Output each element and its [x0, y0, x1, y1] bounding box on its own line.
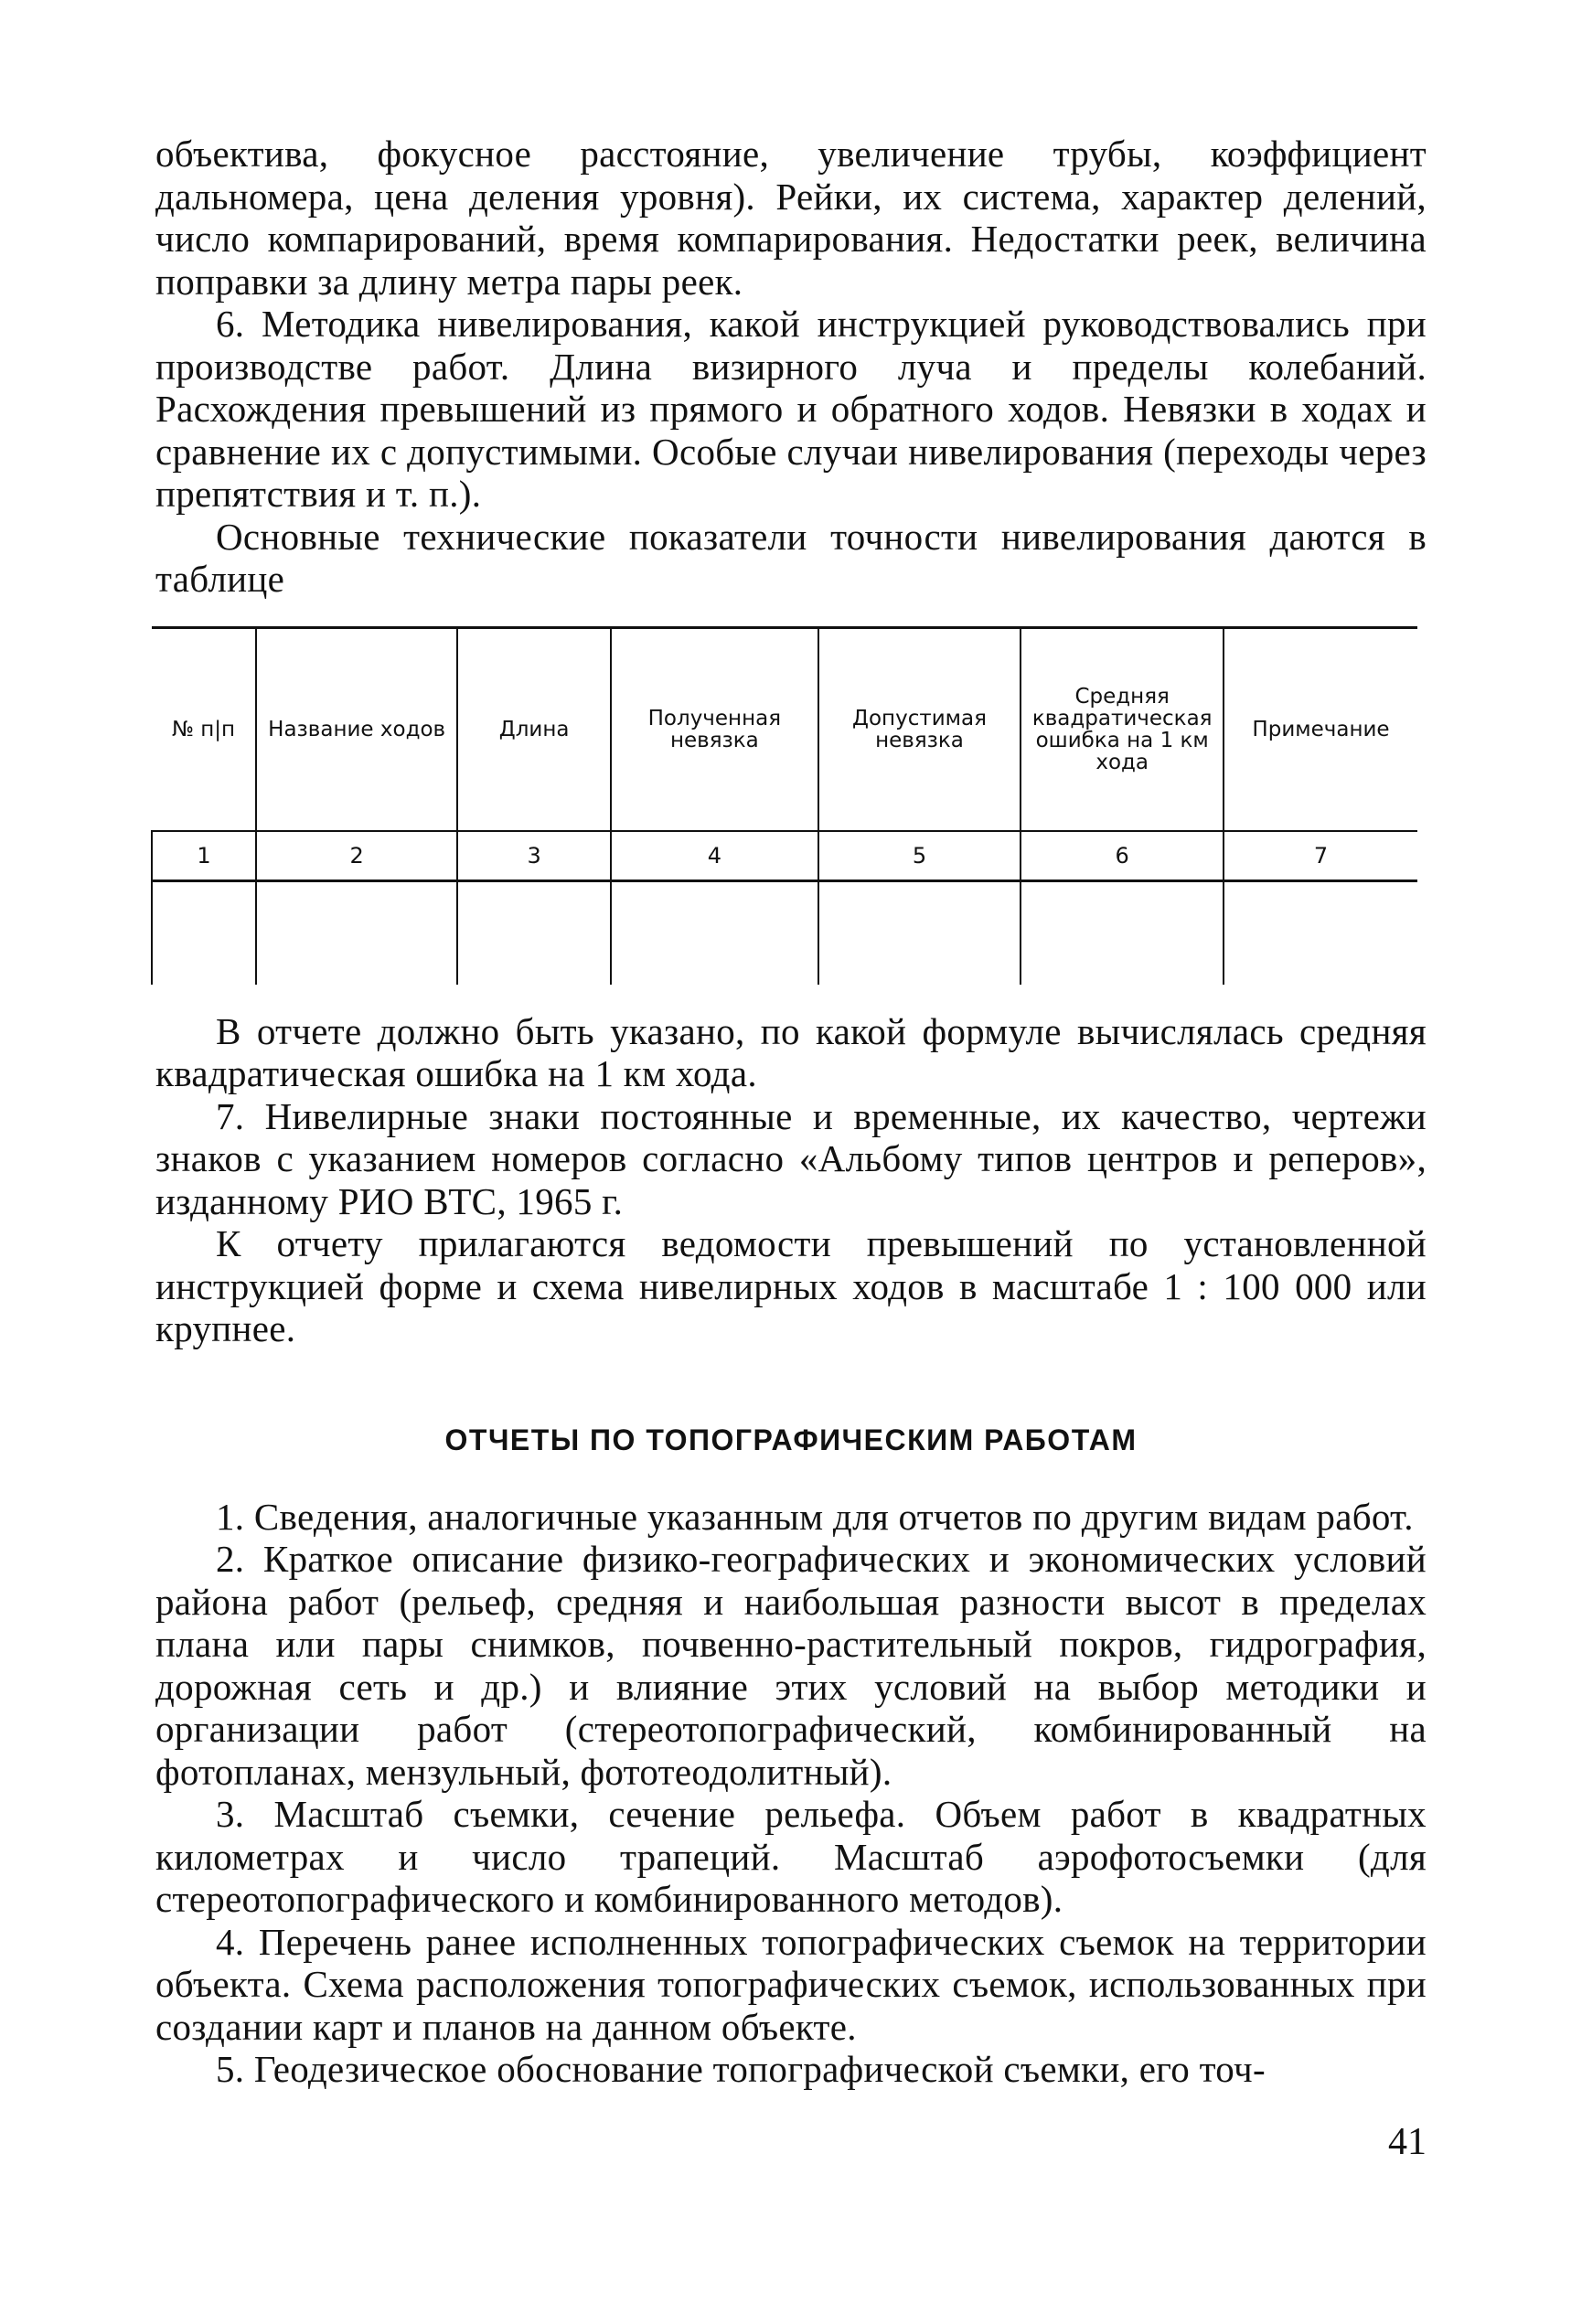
col-header-rms-error: Средняя квадратическая ошибка на 1 км хода	[1021, 627, 1224, 831]
paragraph-continuation: объектива, фокусное расстояние, увеличение трубы, коэффициент дальномера, цена деления уровня). Рейки, их система, характер делений, число компарирований, время компарирования. Недостатки реек, величина поправки за длину метра пары реек.	[155, 133, 1427, 303]
paragraph-topo-item-4: 4. Перечень ранее исполненных топографических съемок на территории объекта. Схема расположения топографических съемок, использованных при создании карт и планов на данном объекте.	[155, 1920, 1427, 2048]
paragraph-formula-note: В отчете должно быть указано, по какой формуле вычислялась средняя квадратическая ошибка на 1 км хода.	[155, 1009, 1427, 1094]
paragraph-topo-item-3: 3. Масштаб съемки, сечение рельефа. Объем работ в квадратных километрах и число трапеций. Масштаб аэрофотосъемки (для стереотопографического и комбинированного методов).	[155, 1793, 1427, 1920]
col-number-5: 5	[818, 831, 1021, 881]
paragraph-attachments: К отчету прилагаются ведомости превышений по установленной инструкцией форме и схема нивелирных ходов в масштабе 1 : 100 000 или крупнее.	[155, 1222, 1427, 1349]
table-cell	[611, 880, 818, 985]
page-number: 41	[1388, 2121, 1427, 2163]
col-number-6: 6	[1021, 831, 1224, 881]
col-header-note: Примечание	[1224, 627, 1417, 831]
table-header-row	[152, 627, 1417, 831]
col-number-1: 1	[152, 831, 256, 881]
paragraph-item-7: 7. Нивелирные знаки постоянные и временные, их качество, чертежи знаков с указанием номеров согласно «Альбому типов центров и реперов», изданному РИО ВТС, 1965 г.	[155, 1094, 1427, 1222]
col-header-allowed-misclosure: Допустимая невязка	[818, 627, 1021, 831]
table-cell	[818, 880, 1021, 985]
col-header-length: Длина	[457, 627, 611, 831]
page-body	[155, 133, 1427, 2091]
col-number-7: 7	[1224, 831, 1417, 881]
col-header-number: № п|п	[152, 627, 256, 831]
paragraph-topo-item-1: 1. Сведения, аналогичные указанным для отчетов по другим видам работ.	[216, 1495, 1414, 1538]
section-heading: ОТЧЕТЫ ПО ТОПОГРАФИЧЕСКИМ РАБОТАМ	[444, 1423, 1138, 1456]
paragraph-topo-item-5: 5. Геодезическое обоснование топографической съемки, его точ-	[216, 2048, 1266, 2090]
col-header-obtained-misclosure: Полученная невязка	[611, 627, 818, 831]
table-empty-row	[152, 880, 1417, 985]
table-cell	[1021, 880, 1224, 985]
table-cell	[256, 880, 457, 985]
col-number-4: 4	[611, 831, 818, 881]
paragraph-topo-item-2: 2. Краткое описание физико-географических и экономических условий района работ (рельеф, средняя и наибольшая разности высот в пределах плана или пары снимков, почвенно-растительный покров, гидрография, дорожная сеть и др.) и влияние этих условий на выбор методики и организации работ (стереотопографический, комбинированный на фотопланах, мензульный, фототеодолитный).	[155, 1538, 1427, 1793]
paragraph-table-intro: Основные технические показатели точности нивелирования даются в таблице	[155, 515, 1427, 600]
table-cell	[1224, 880, 1417, 985]
table-number-row	[152, 831, 1417, 881]
paragraph-item-6: 6. Методика нивелирования, какой инструкцией руководствовались при производстве работ. Длина визирного луча и пределы колебаний. Расхождения превышений из прямого и обратного ходов. Невязки в ходах и сравнение их с допустимыми. Особые случаи нивелирования (переходы через препятствия и т. п.).	[155, 303, 1427, 515]
table-cell	[457, 880, 611, 985]
col-number-3: 3	[457, 831, 611, 881]
col-number-2: 2	[256, 831, 457, 881]
table-cell	[152, 880, 256, 985]
col-header-route-name: Название ходов	[256, 627, 457, 831]
accuracy-table	[151, 626, 1417, 985]
